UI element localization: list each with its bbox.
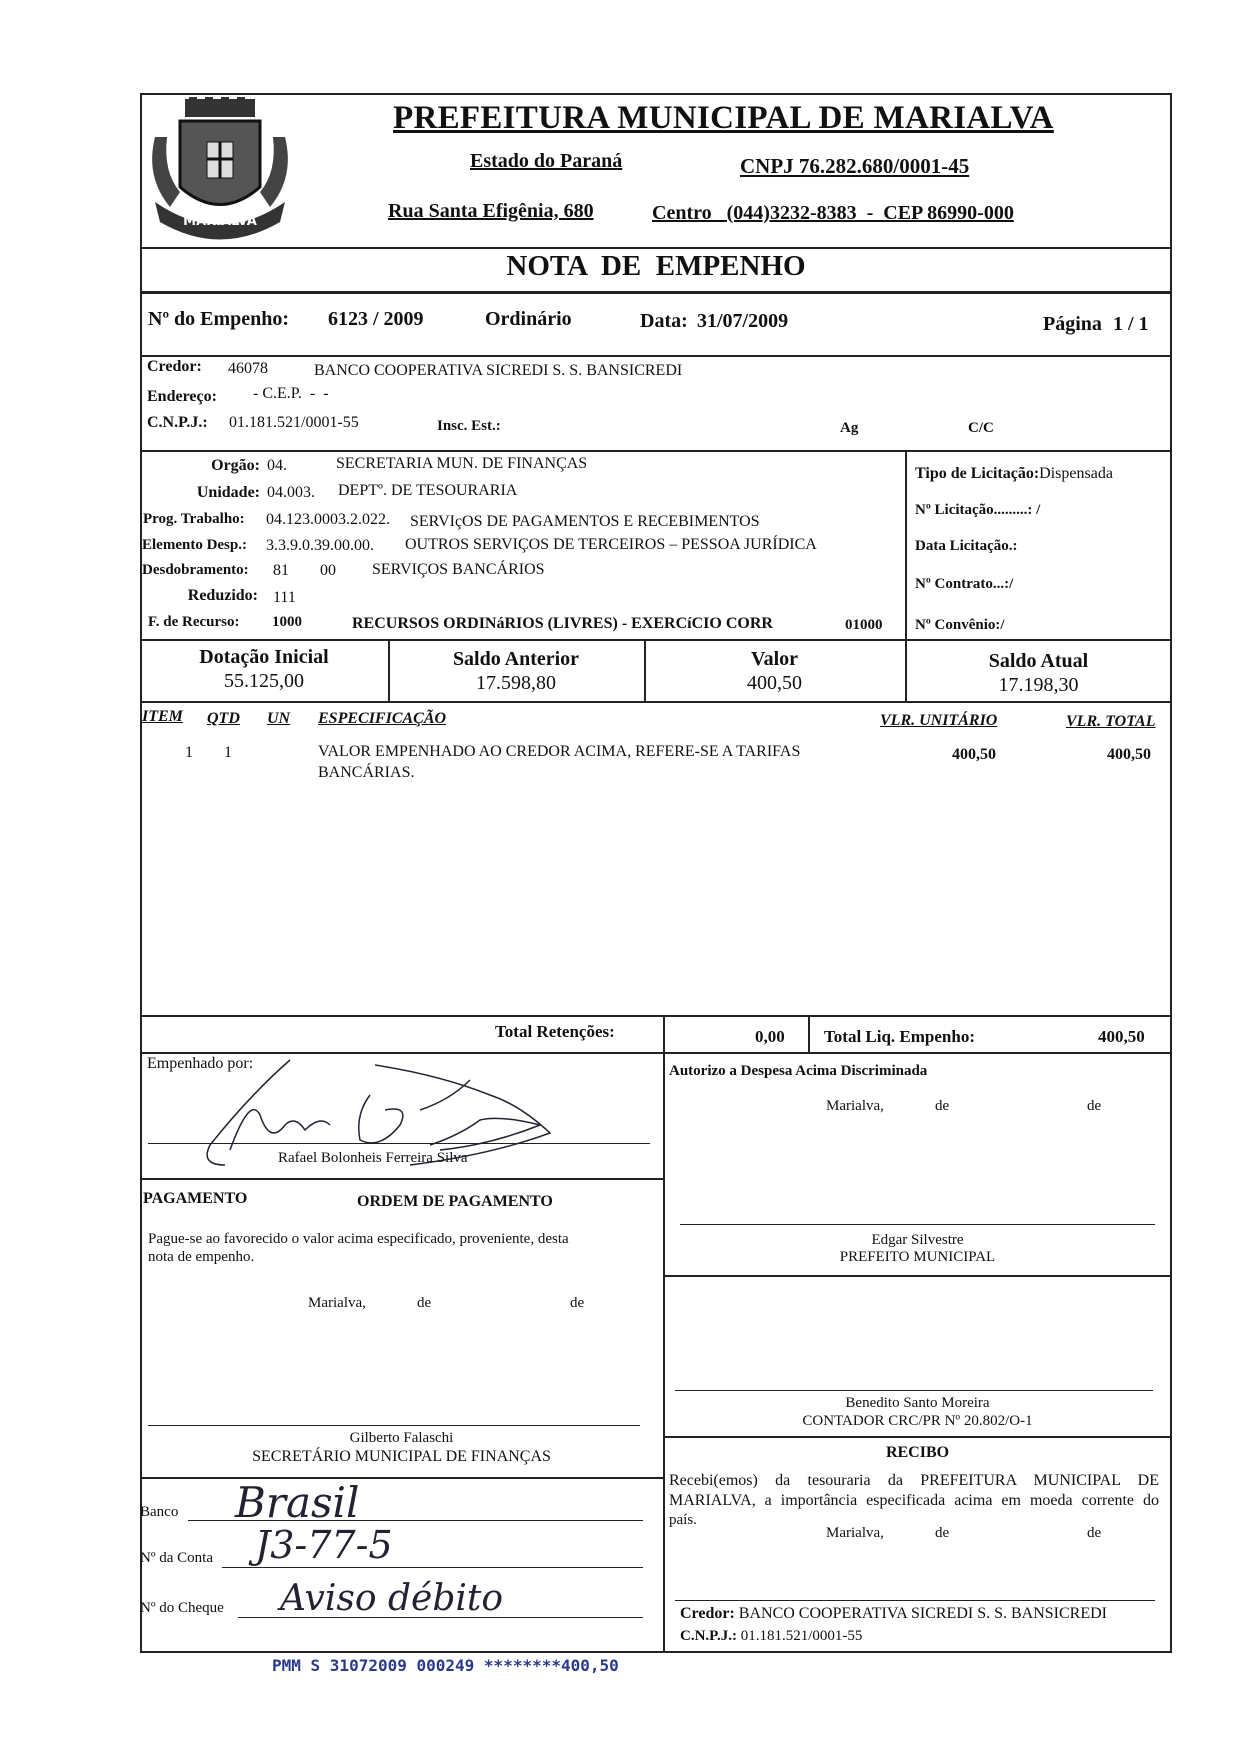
- valor-value: 400,50: [747, 672, 802, 694]
- divider: [140, 1477, 663, 1479]
- tipo-licitacao-label: Tipo de Licitação:: [915, 465, 1040, 482]
- divider: [808, 1015, 810, 1053]
- saldo-atual-label: Saldo Atual: [988, 650, 1089, 672]
- recurso-label: F. de Recurso:: [148, 614, 240, 630]
- recibo-text-line3: país.: [669, 1512, 697, 1528]
- conta-line: [222, 1567, 643, 1568]
- divider: [140, 1052, 1172, 1054]
- contador-role: CONTADOR CRC/PR Nº 20.802/O-1: [802, 1413, 1033, 1429]
- prog-trabalho-code: 04.123.0003.2.022.: [266, 511, 390, 528]
- signature-line: [680, 1224, 1155, 1225]
- autorizo-label: Autorizo a Despesa Acima Discriminada: [669, 1063, 928, 1079]
- divider: [140, 247, 1172, 249]
- numero-licitacao: Nº Licitação.........: /: [915, 502, 1041, 518]
- signature-line: [148, 1425, 640, 1426]
- empenhado-por-label: Empenhado por:: [147, 1055, 254, 1072]
- prefeito-name: Edgar Silvestre: [871, 1232, 964, 1248]
- empenho-number: 6123 / 2009: [328, 308, 424, 330]
- unidade-name: DEPTº. DE TESOURARIA: [338, 482, 518, 499]
- item-description-line2: BANCÁRIAS.: [318, 764, 415, 781]
- recibo-title: RECIBO: [885, 1444, 950, 1461]
- page-label: Página: [1043, 313, 1102, 335]
- banco-label: Banco: [140, 1504, 179, 1520]
- recibo-de1: de: [935, 1525, 950, 1541]
- divider: [140, 450, 1172, 452]
- page-number: 1 / 1: [1113, 313, 1149, 335]
- ordem-pagamento-label: ORDEM DE PAGAMENTO: [357, 1193, 553, 1210]
- empenho-type: Ordinário: [485, 308, 572, 330]
- endereco-label: Endereço:: [147, 388, 217, 405]
- elemento-despesa-label: Elemento Desp.:: [142, 537, 247, 553]
- item-qtd: 1: [224, 744, 232, 761]
- prefeito-role: PREFEITO MUNICIPAL: [839, 1249, 996, 1265]
- divider: [663, 1436, 1172, 1438]
- banco-line: [188, 1520, 643, 1521]
- cheque-line: [238, 1617, 643, 1618]
- col-item: ITEM: [142, 708, 183, 725]
- divider: [140, 355, 1172, 357]
- desdobramento-name: SERVIÇOS BANCÁRIOS: [372, 561, 545, 578]
- item-unit-value: 400,50: [952, 746, 996, 763]
- autorizo-de1: de: [935, 1098, 950, 1114]
- dotacao-inicial-label: Dotação Inicial: [199, 646, 329, 668]
- unidade-code: 04.003.: [267, 484, 315, 501]
- divider: [663, 1015, 665, 1053]
- reduzido-code: 111: [273, 589, 296, 606]
- agencia-label: Ag: [840, 420, 859, 436]
- recurso-code: 1000: [272, 614, 302, 630]
- desdobramento-code: 81: [273, 562, 289, 579]
- signature-line: [675, 1390, 1153, 1391]
- credor-cnpj: 01.181.521/0001-55: [229, 414, 359, 431]
- pagamento-place: Marialva,: [308, 1295, 366, 1311]
- banco-handwritten-value: Brasil: [235, 1478, 360, 1527]
- endereco-value: - C.E.P. - -: [253, 385, 329, 402]
- prog-trabalho-label: Prog. Trabalho:: [143, 511, 245, 527]
- divider: [140, 639, 1172, 641]
- conta-handwritten-value: J3-77-5: [255, 1523, 393, 1567]
- state-name: Estado do Paraná: [470, 150, 623, 172]
- secretario-role: SECRETÁRIO MUNICIPAL DE FINANÇAS: [252, 1448, 551, 1465]
- contador-name: Benedito Santo Moreira: [845, 1395, 990, 1411]
- recibo-cnpj: [680, 1628, 862, 1645]
- item-number: 1: [185, 744, 193, 761]
- desdobramento-label: Desdobramento:: [142, 562, 249, 578]
- empenho-number-label: Nº do Empenho:: [148, 308, 290, 330]
- divider: [140, 291, 1172, 294]
- recibo-credor-label: Credor:: [680, 1605, 735, 1622]
- recibo-de2: de: [1087, 1525, 1102, 1541]
- pagamento-de2: de: [570, 1295, 585, 1311]
- payment-stamp: PMM S 31072009 000249 ********400,50: [272, 1656, 619, 1675]
- prog-trabalho-name: SERVIçOS DE PAGAMENTOS E RECEBIMENTOS: [410, 513, 760, 530]
- empenho-date: 31/07/2009: [697, 310, 789, 332]
- institution-cnpj: CNPJ 76.282.680/0001-45: [740, 154, 970, 178]
- total-liquido-value: 400,50: [1098, 1027, 1145, 1046]
- secretario-name: Gilberto Falaschi: [349, 1430, 454, 1446]
- svg-text:MARIALVA: MARIALVA: [183, 214, 257, 229]
- desdobramento-sub: 00: [320, 562, 336, 579]
- cheque-label: Nº do Cheque: [140, 1600, 224, 1616]
- total-retencoes-value: 0,00: [755, 1027, 785, 1046]
- numero-convenio: Nº Convênio:/: [915, 617, 1005, 633]
- coat-of-arms-icon: [145, 97, 295, 242]
- dotacao-inicial-value: 55.125,00: [224, 670, 304, 692]
- credor-cnpj-label: C.N.P.J.:: [147, 414, 208, 431]
- divider: [663, 1275, 1172, 1277]
- pagamento-text-line1: Pague-se ao favorecido o valor acima especificado, proveniente, desta: [148, 1231, 569, 1247]
- institution-title: PREFEITURA MUNICIPAL DE MARIALVA: [393, 100, 1054, 136]
- divider: [140, 701, 1172, 703]
- orgao-name: SECRETARIA MUN. DE FINANÇAS: [336, 455, 588, 472]
- pagamento-de1: de: [417, 1295, 432, 1311]
- recibo-credor-name: BANCO COOPERATIVA SICREDI S. S. BANSICREDI: [738, 1605, 1108, 1622]
- recibo-text-line2: MARIALVA, a importância especificada acima em moeda corrente do: [669, 1492, 1159, 1509]
- elemento-despesa-code: 3.3.9.0.39.00.00.: [266, 537, 374, 554]
- institution-address: Rua Santa Efigênia, 680: [388, 200, 594, 222]
- empenho-date-label: Data:: [640, 310, 688, 332]
- empenhado-por-name: Rafael Bolonheis Ferreira Silva: [278, 1150, 468, 1166]
- col-qtd: QTD: [207, 710, 240, 727]
- numero-contrato: Nº Contrato...:/: [915, 576, 1014, 592]
- document-title: NOTA DE EMPENHO: [506, 250, 806, 282]
- elemento-despesa-name: OUTROS SERVIÇOS DE TERCEIROS – PESSOA JURÍDICA: [405, 536, 817, 553]
- orgao-label: Orgão:: [211, 457, 260, 474]
- reduzido-label: Reduzido:: [187, 587, 258, 604]
- saldo-anterior-value: 17.598,80: [476, 672, 556, 694]
- conta-corrente-label: C/C: [968, 420, 994, 436]
- tipo-licitacao-value: Dispensada: [1039, 465, 1113, 482]
- cheque-handwritten-value: Aviso débito: [280, 1578, 504, 1619]
- item-total-value: 400,50: [1107, 746, 1151, 763]
- recibo-cnpj-label: C.N.P.J.:: [680, 1628, 737, 1644]
- total-liquido-label: Total Liq. Empenho:: [824, 1027, 975, 1046]
- autorizo-de2: de: [1087, 1098, 1102, 1114]
- credor-name: BANCO COOPERATIVA SICREDI S. S. BANSICREDI: [314, 362, 683, 379]
- recibo-credor: [680, 1605, 1107, 1623]
- insc-est-label: Insc. Est.:: [437, 418, 501, 434]
- divider: [663, 1052, 665, 1652]
- recibo-text-line1: Recebi(emos) da tesouraria da PREFEITURA MUNICIPAL DE: [669, 1472, 1159, 1489]
- unidade-label: Unidade:: [196, 484, 260, 501]
- divider: [905, 450, 907, 640]
- pagamento-text-line2: nota de empenho.: [148, 1249, 255, 1265]
- signature-line: [148, 1143, 650, 1144]
- valor-label: Valor: [750, 648, 799, 670]
- recibo-cnpj-value: 01.181.521/0001-55: [740, 1628, 863, 1644]
- recibo-place: Marialva,: [826, 1525, 884, 1541]
- total-retencoes-label: Total Retenções:: [495, 1022, 615, 1041]
- signature-line: [675, 1600, 1155, 1601]
- col-especificacao: ESPECIFICAÇÃO: [318, 710, 447, 727]
- saldo-anterior-label: Saldo Anterior: [452, 648, 580, 670]
- col-valor-total: VLR. TOTAL: [1066, 713, 1156, 730]
- divider: [140, 1015, 1172, 1017]
- data-licitacao: Data Licitação.:: [915, 538, 1018, 554]
- col-un: UN: [267, 710, 291, 727]
- pagamento-label: PAGAMENTO: [143, 1190, 248, 1207]
- recurso-number: 01000: [845, 617, 883, 633]
- recurso-name: RECURSOS ORDINáRIOS (LIVRES) - EXERCíCIO CORR: [352, 615, 773, 632]
- credor-code: 46078: [228, 360, 268, 377]
- institution-contact: Centro (044)3232-8383 - CEP 86990-000: [652, 202, 1014, 224]
- item-description-line1: VALOR EMPENHADO AO CREDOR ACIMA, REFERE-SE A TARIFAS: [318, 743, 801, 760]
- credor-label: Credor:: [147, 358, 202, 375]
- col-valor-unitario: VLR. UNITÁRIO: [880, 712, 998, 729]
- saldo-atual-value: 17.198,30: [998, 674, 1079, 696]
- conta-label: Nº da Conta: [140, 1550, 213, 1566]
- autorizo-place: Marialva,: [826, 1098, 884, 1114]
- divider: [140, 1178, 663, 1180]
- tipo-licitacao: [915, 465, 1113, 483]
- municipal-seal: [145, 97, 295, 242]
- orgao-code: 04.: [267, 457, 287, 474]
